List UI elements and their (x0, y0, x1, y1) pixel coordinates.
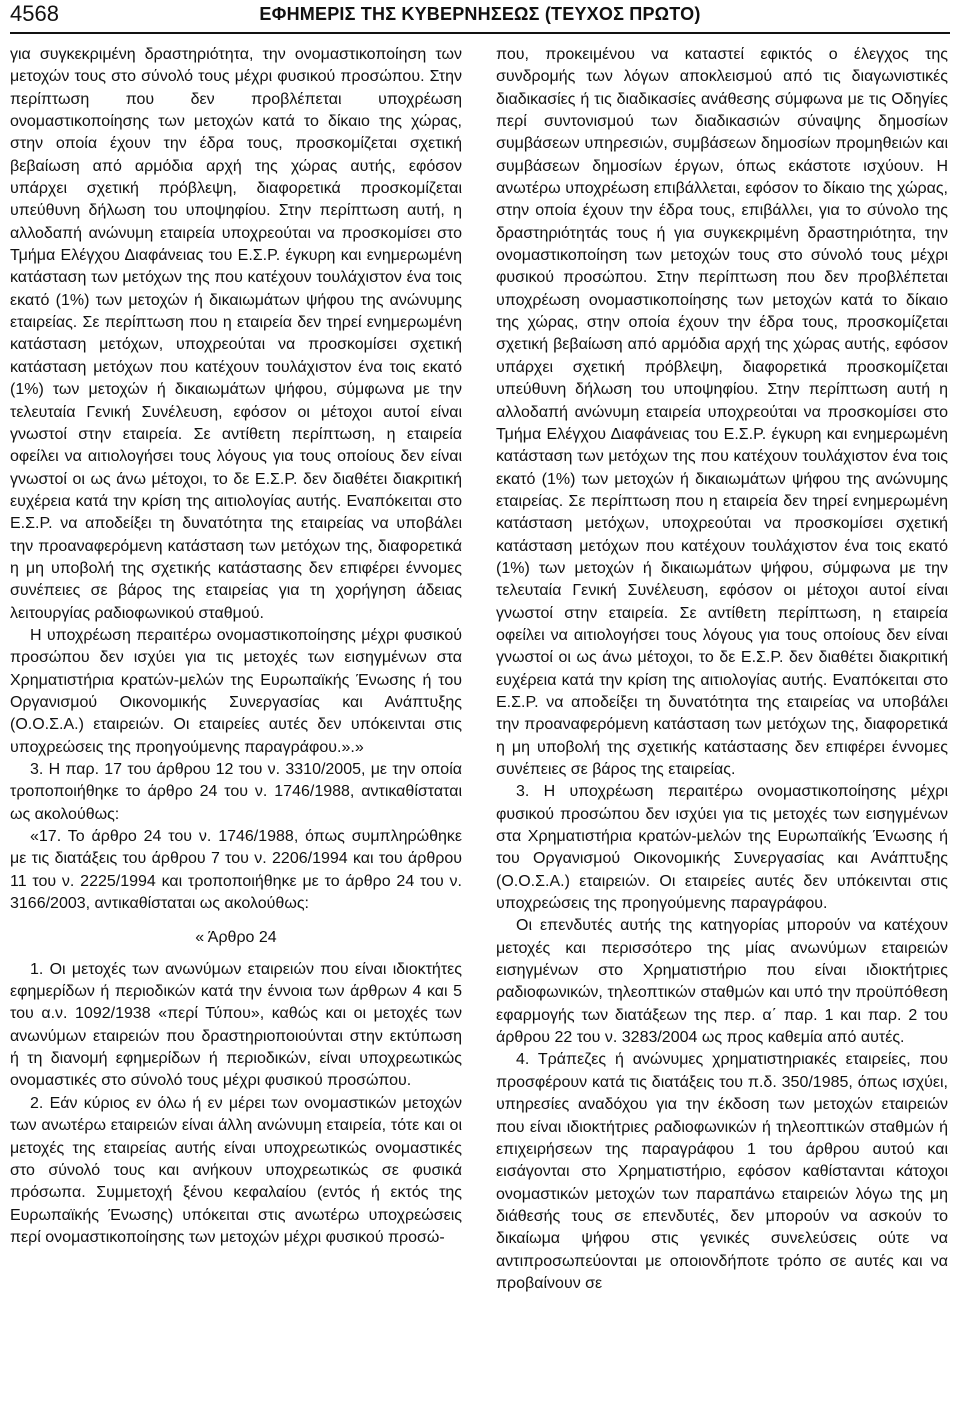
paragraph: 4. Τράπεζες ή ανώνυμες χρηματιστηριακές εταιρείες, που προσφέρουν κατά τις διατάξεις του π.δ. 350/1985, όπως ισχύει, υπηρεσίες αναδόχου για την έκδοση των μετοχών εταιρειών που είναι ιδιοκτήτριες ραδιοφωνικών ή τηλεοπτικών σταθμών ή επιχειρήσεων της παραγράφου 1 του άρθρου αυτού και εισάγονται στο Χρηματιστήριο, εφόσον καθίστανται κάτοχοι ονομαστικών μετοχών των παραπάνω εταιρειών λόγω της μη διάθεσής τους σε επενδυτές, δεν μπορούν να ασκούν το δικαίωμα ψήφου στις γενικές συνελεύσεις ούτε να αντιπροσωπεύονται με οποιονδήποτε τρόπο σε αυτές και να προβαίνουν σε (496, 1051, 948, 1292)
page-number: 4568 (10, 1, 59, 26)
left-column (10, 44, 462, 1414)
paragraph: Οι επενδυτές αυτής της κατηγορίας μπορούν να κατέχουν μετοχές και περισσότερο της μίας ανωνύμων εταιρειών εισηγμένων στο Χρηματιστήριο που είναι ιδιοκτήτριες ραδιοφωνικών, τηλεοπτικών σταθμών και υπό την προϋπόθεση εφαρμογής των διατάξεων της περ. α΄ παρ. 1 και παρ. 2 του άρθρου 22 του ν. 3283/2004 ως προς καθεμία από αυτές. (496, 917, 948, 1047)
header-divider (10, 32, 950, 34)
paragraph: «17. Το άρθρο 24 του ν. 1746/1988, όπως συμπληρώθηκε με τις διατάξεις του άρθρου 7 του ν. 2206/1994 και του άρθρου 11 του ν. 2225/1994 και τροποποιήθηκε με το άρθρο 24 του ν. 3166/2003, αντικαθίσταται ως ακολούθως: (10, 828, 462, 913)
paragraph: 3. Η υποχρέωση περαιτέρω ονομαστικοποίησης μέχρι φυσικού προσώπου δεν ισχύει για τις μετοχές των εισηγμένων στα Χρηματιστήρια κρατών-μελών της Ευρωπαϊκής Ένωσης ή του Οργανισμού Οικονομικής Συνεργασίας και Ανάπτυξης (Ο.Ο.Σ.Α.) εταιρειών. Οι εταιρείες αυτές δεν υπόκεινται στις υποχρεώσεις της προηγούμενης παραγράφου. (496, 783, 948, 913)
paragraph: 1. Οι μετοχές των ανωνύμων εταιρειών που είναι ιδιοκτήτες εφημερίδων ή περιοδικών κατά την έννοια των άρθρων 4 και 5 του α.ν. 1092/1938 «περί Τύπου», καθώς και οι μετοχές των ανωνύμων εταιρειών που δραστηριοποιούνται στην εκτύπωση ή τη διανομή εφημερίδων ή περιοδικών, είναι υποχρεωτικώς ονομαστικές στο σύνολό τους μέχρι φυσικού προσώπου. (10, 960, 462, 1090)
right-column (496, 44, 948, 1414)
article-heading: « Άρθρο 24 (195, 929, 277, 947)
paragraph: Η υποχρέωση περαιτέρω ονομαστικοποίησης μέχρι φυσικού προσώπου δεν ισχύει για τις μετοχές των εισηγμένων στα Χρηματιστήρια κρατών-μελών της Ευρωπαϊκής Ένωσης ή του Οργανισμού Οικονομικής Συνεργασίας και Ανάπτυξης (Ο.Ο.Σ.Α.) εταιρειών. Οι εταιρείες αυτές δεν υπόκεινται στις υποχρεώσεις της προηγούμενης παραγράφου.».» (10, 626, 462, 756)
paragraph: για συγκεκριμένη δραστηριότητα, την ονομαστικοποίηση των μετοχών τους στο σύνολό τους μέχρι φυσικού προσώπου. Στην περίπτωση που δεν προβλέπεται υποχρέωση ονομαστικοποίησης των μετοχών κατά το δίκαιο της χώρας, στην οποία έχουν την έδρα τους, προσκομίζεται σχετική βεβαίωση από αρμόδια αρχή της χώρας αυτής, εφόσον υπάρχει σχετική πρόβλεψη, διαφορετικά προσκομίζεται υπεύθυνη δήλωση του υποψηφίου. Στην περίπτωση αυτή, η αλλοδαπή ανώνυμη εταιρεία υποχρεούται να προσκομίσει στο Τμήμα Ελέγχου Διαφάνειας του Ε.Σ.Ρ. έγκυρη και ενημερωμένη κατάσταση των μετόχων της που κατέχουν τουλάχιστον ένα τοις εκατό (1%) των μετοχών ή δικαιωμάτων ψήφου της ανώνυμης εταιρείας. Σε περίπτωση που η εταιρεία δεν τηρεί ενημερωμένη κατάσταση μετόχων, υποχρεούται να προσκομίσει σχετική κατάσταση μετόχων που κατέχουν τουλάχιστον ένα τοις εκατό (1%) των μετοχών ή δικαιωμάτων ψήφου, σύμφωνα με την τελευταία Γενική Συνέλευση, εφόσον οι μέτοχοι αυτοί είναι γνωστοί στην εταιρεία. Σε αντίθετη περίπτωση, η εταιρεία οφείλει να αιτιολογήσει τους λόγους για τους οποίους δεν είναι γνωστοί οι ως άνω μέτοχοι, το δε Ε.Σ.Ρ. δεν διαθέτει διακριτική ευχέρεια κατά την κρίση της αιτιολογίας αυτής. Εναπόκειται στο Ε.Σ.Ρ. να αποδείξει τη δυνατότητα της εταιρείας να υποβάλει την προαναφερόμενη κατάσταση των μετόχων της, διαφορετικά η μη υποβολή της σχετικής κατάστασης δεν επιφέρει έννομες συνέπειες σε βάρος της εταιρείας για τη χορήγηση άδειας λειτουργίας ραδιοφωνικού σταθμού. (10, 46, 462, 622)
paragraph: 3. Η παρ. 17 του άρθρου 12 του ν. 3310/2005, με την οποία τροποποιήθηκε το άρθρο 24 του ν. 1746/1988, αντικαθίσταται ως ακολούθως: (10, 761, 462, 823)
page-header (10, 0, 950, 30)
gazette-title: ΕΦΗΜΕΡΙΣ ΤΗΣ ΚΥΒΕΡΝΗΣΕΩΣ (ΤΕΥΧΟΣ ΠΡΩΤΟ) (259, 4, 701, 24)
paragraph: 2. Εάν κύριος εν όλω ή εν μέρει των ονομαστικών μετοχών των ανωτέρω εταιρειών είναι άλλη ανώνυμη εταιρεία, τότε και οι μετοχές της εταιρείας αυτής είναι υποχρεωτικώς ονομαστικές στο σύνολό τους και ανήκουν υποχρεωτικώς σε φυσικά πρόσωπα. Συμμετοχή ξένου κεφαλαίου (εντός ή εκτός της Ευρωπαϊκής Ένωσης) υπόκειται στις ανωτέρω υποχρεώσεις περί ονομαστικοποίησης των μετοχών μέχρι φυσικού προσώ- (10, 1094, 462, 1246)
paragraph: που, προκειμένου να καταστεί εφικτός ο έλεγχος της συνδρομής των λόγων αποκλεισμού από τις διαγωνιστικές διαδικασίες ή τις διαδικασίες ανάθεσης σύμφωνα με τις Οδηγίες περί συντονισμού των διαδικασιών σύναψης δημοσίων συμβάσεων υπηρεσιών, συμβάσεων δημοσίων προμηθειών και συμβάσεων δημοσίων έργων, όπως εκάστοτε ισχύουν. Η ανωτέρω υποχρέωση επιβάλλεται, εφόσον το δίκαιο της χώρας, στην οποία έχουν την έδρα τους, επιβάλλει, για το σύνολο της δραστηριότητάς τους ή για συγκεκριμένη δραστηριότητα, την ονομαστικοποίηση των μετοχών τους στο σύνολό τους μέχρι φυσικού προσώπου. Στην περίπτωση που δεν προβλέπεται υποχρέωση ονομαστικοποίησης των μετοχών κατά το δίκαιο της χώρας, στην οποία έχουν την έδρα τους, προσκομίζεται σχετική βεβαίωση από αρμόδια αρχή της χώρας αυτής, εφόσον υπάρχει σχετική πρόβλεψη, διαφορετικά προσκομίζεται υπεύθυνη δήλωση του υποψηφίου. Στην περίπτωση αυτή η αλλοδαπή ανώνυμη εταιρεία υποχρεούται να προσκομίσει στο Τμήμα Ελέγχου Διαφάνειας του Ε.Σ.Ρ. έγκυρη και ενημερωμένη κατάσταση των μετόχων της που κατέχουν τουλάχιστον ένα τοις εκατό (1%) των μετοχών ή δικαιωμάτων ψήφου της ανώνυμης εταιρείας. Σε περίπτωση που η εταιρεία δεν τηρεί ενημερωμένη κατάσταση μετόχων, υποχρεούται να προσκομίσει σχετική κατάσταση μετόχων που κατέχουν τουλάχιστον ένα τοις εκατό (1%) των μετοχών ή δικαιωμάτων ψήφου, σύμφωνα με την τελευταία Γενική Συνέλευση, εφόσον οι μέτοχοι αυτοί είναι γνωστοί στην εταιρεία. Σε αντίθετη περίπτωση, η εταιρεία οφείλει να αιτιολογήσει τους λόγους για τους οποίους δεν είναι γνωστοί οι ως άνω μέτοχοι, το δε Ε.Σ.Ρ. δεν διαθέτει διακριτική ευχέρεια κατά την κρίση της αιτιολογίας αυτής. Εναπόκειται στο Ε.Σ.Ρ. να αποδείξει τη δυνατότητα της εταιρείας να υποβάλει την προαναφερόμενη κατάσταση των μετόχων της, διαφορετικά η μη υποβολή της σχετικής κατάστασης δεν επιφέρει έννομες συνέπειες σε βάρος της εταιρείας. (496, 46, 948, 778)
